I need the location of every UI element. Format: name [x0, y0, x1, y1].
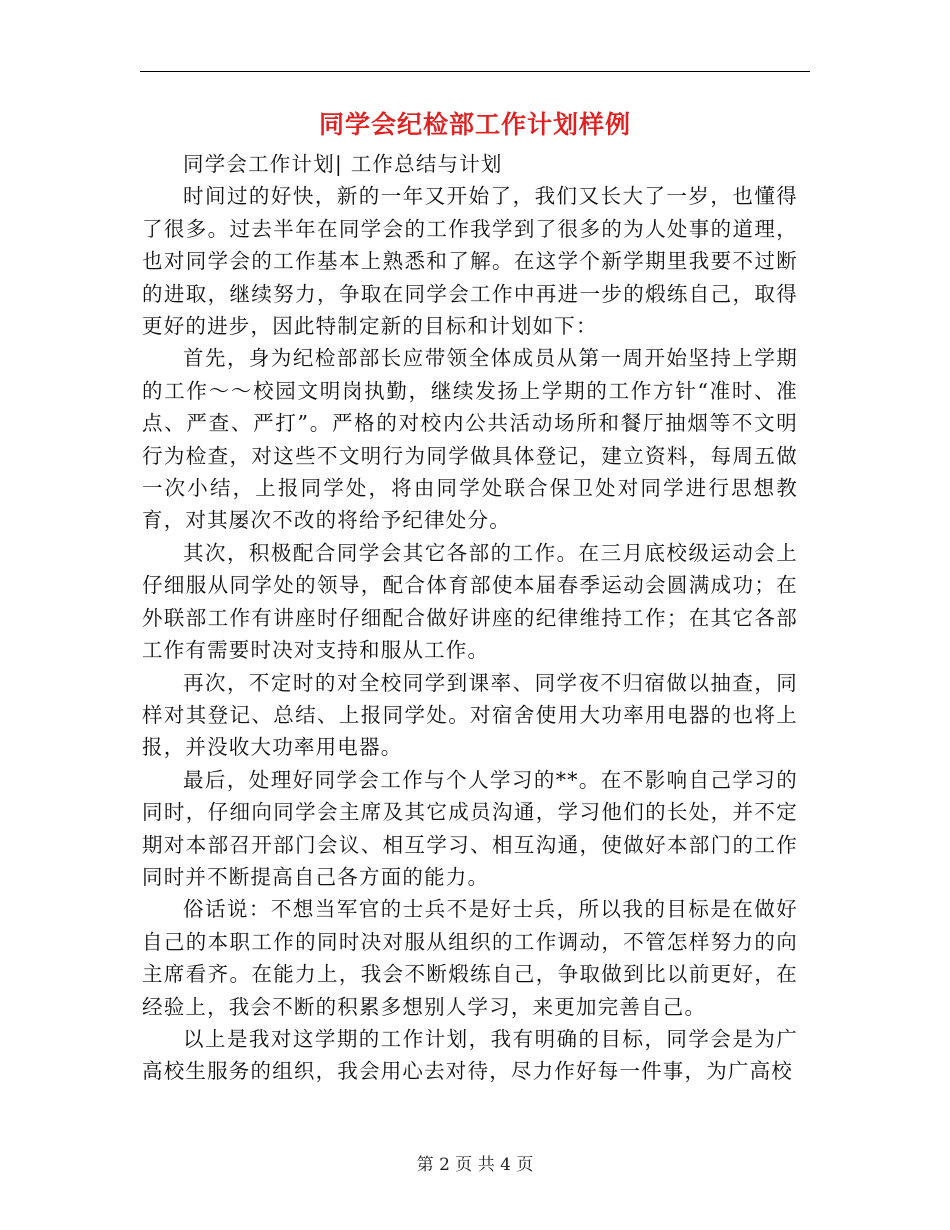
subtitle-line: 同学会工作计划| 工作总结与计划	[183, 152, 503, 176]
document-title: 同学会纪检部工作计划样例	[318, 110, 631, 139]
paragraph-last: 最后，处理好同学会工作与个人学习的**。在不影响自己学习的同时，仔细向同学会主席及其它成员沟通，学习他们的长处，并不定期对本部召开部门会议、相互学习、相互沟通，使做好本部门的工作同时并不断提高自己各方面的能力。	[142, 767, 798, 889]
paragraph-second: 其次，积极配合同学会其它各部的工作。在三月底校级运动会上仔细服从同学处的领导，配合体育部使本届春季运动会圆满成功；在外联部工作有讲座时仔细配合做好讲座的纪律维持工作；在其它各部工作有需要时决对支持和服从工作。	[142, 540, 798, 663]
document-body	[142, 148, 798, 1088]
header-rule	[140, 71, 810, 72]
paragraph-proverb: 俗话说：不想当军官的士兵不是好士兵，所以我的目标是在做好自己的本职工作的同时决对服从组织的工作调动，不管怎样努力的向主席看齐。在能力上，我会不断煅练自己，争取做到比以前更好，在经验上，我会不断的积累多想别人学习，来更加完善自己。	[142, 897, 798, 1019]
paragraph-intro: 时间过的好快，新的一年又开始了，我们又长大了一岁，也懂得了很多。过去半年在同学会的工作我学到了很多的为人处事的道理，也对同学会的工作基本上熟悉和了解。在这学个新学期里我要不过断的进取，继续努力，争取在同学会工作中再进一步的煅练自己，取得更好的进步，因此特制定新的目标和计划如下：	[142, 184, 798, 339]
paragraph-first: 首先，身为纪检部部长应带领全体成员从第一周开始坚持上学期的工作～～校园文明岗执勤，继续发扬上学期的工作方针“准时、准点、严查、严打”。严格的对校内公共活动场所和餐厅抽烟等不文明行为检查，对这些不文明行为同学做具体登记，建立资料，每周五做一次小结，上报同学处，将由同学处联合保卫处对同学进行思想教育，对其屡次不改的将给予纪律处分。	[142, 346, 798, 533]
paragraph-summary: 以上是我对这学期的工作计划，我有明确的目标，同学会是为广高校生服务的组织，我会用心去对待，尽力作好每一件事，为广高校	[142, 1026, 798, 1084]
page-number-footer: 第 2 页 共 4 页	[416, 1155, 534, 1175]
paragraph-third: 再次，不定时的对全校同学到课率、同学夜不归宿做以抽查，同样对其登记、总结、上报同学处。对宿舍使用大功率用电器的也将上报，并没收大功率用电器。	[142, 670, 798, 760]
